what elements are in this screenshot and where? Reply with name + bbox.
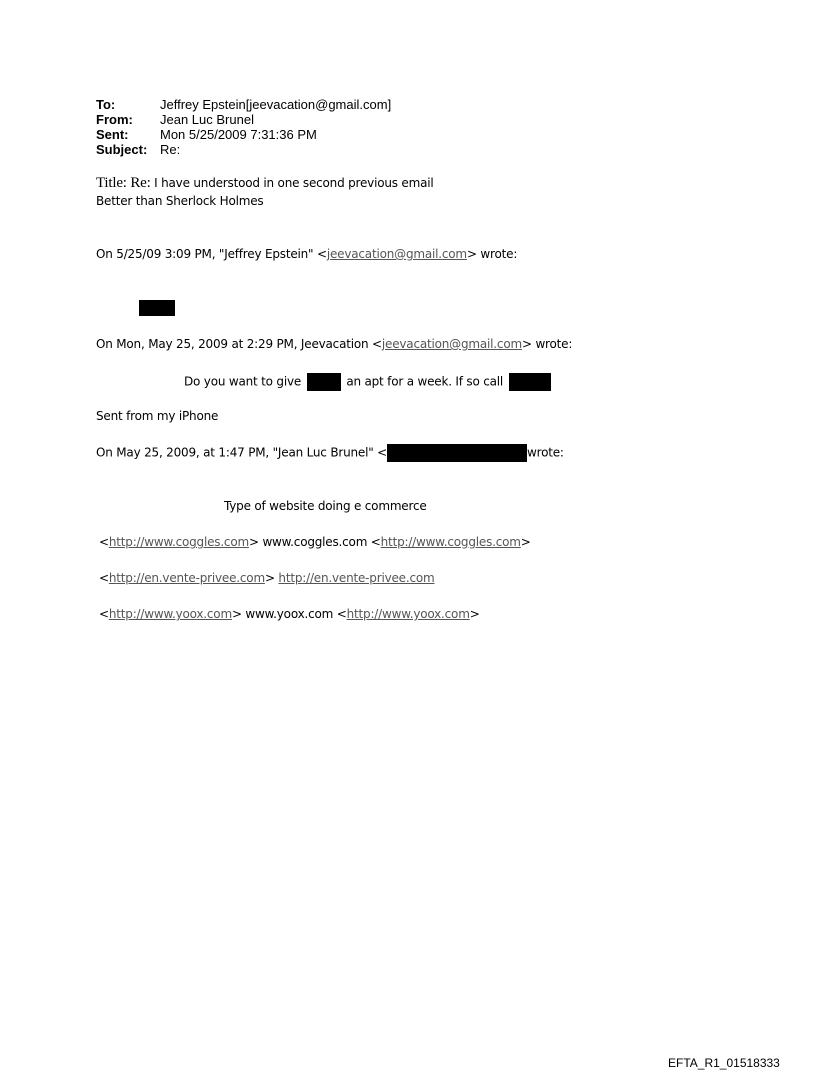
sent-value: Mon 5/25/2009 7:31:36 PM	[160, 127, 317, 142]
yoox-link-1[interactable]: http://www.yoox.com	[108, 607, 232, 621]
msg-part-1: Do you want to give	[184, 374, 302, 389]
email-link-1[interactable]: jeevacation@gmail.com	[326, 247, 467, 261]
subject-label: Subject:	[96, 142, 148, 157]
bracket: <	[99, 535, 109, 549]
vente-link-1[interactable]: http://en.vente-privee.com	[108, 571, 265, 585]
sent-label: Sent:	[96, 127, 129, 142]
bracket: >	[520, 535, 531, 549]
redaction-box	[139, 300, 175, 316]
subject-row	[96, 142, 496, 157]
quote1-pre: On 5/25/09 3:09 PM, "Jeffrey Epstein" <	[96, 247, 327, 261]
to-value: Jeffrey Epstein[jeevacation@gmail.com]	[160, 97, 392, 112]
body-line-2: Better than Sherlock Holmes	[96, 194, 264, 208]
email-header	[96, 97, 496, 159]
msg-part-2: an apt for a week. If so call	[346, 374, 504, 389]
vente-mid: >	[264, 571, 279, 585]
bracket: >	[469, 607, 480, 621]
to-label: To:	[96, 97, 116, 112]
quote-header-2	[96, 336, 572, 352]
coggles-link-1[interactable]: http://www.coggles.com	[108, 535, 249, 549]
message-line	[184, 373, 551, 391]
sent-from-line: Sent from my iPhone	[96, 409, 219, 423]
quote-header-3	[96, 444, 564, 462]
quote2-pre: On Mon, May 25, 2009 at 2:29 PM, Jeevacation <	[96, 337, 382, 351]
bracket: <	[99, 571, 109, 585]
coggles-link-2[interactable]: http://www.coggles.com	[380, 535, 521, 549]
bracket: <	[99, 607, 109, 621]
yoox-mid: > www.yoox.com <	[231, 607, 347, 621]
quote3-post: wrote:	[527, 445, 564, 460]
quote3-pre: On May 25, 2009, at 1:47 PM, "Jean Luc Brunel" <	[96, 445, 387, 460]
from-label: From:	[96, 112, 133, 127]
vente-line	[99, 570, 435, 586]
redaction-box	[387, 444, 527, 462]
yoox-line	[99, 606, 480, 622]
yoox-link-2[interactable]: http://www.yoox.com	[346, 607, 470, 621]
from-row	[96, 112, 496, 127]
from-value: Jean Luc Brunel	[160, 112, 254, 127]
document-id: EFTA_R1_01518333	[668, 1056, 780, 1070]
website-intro: Type of website doing e commerce	[224, 499, 427, 513]
coggles-line	[99, 534, 531, 550]
coggles-mid: > www.coggles.com <	[248, 535, 381, 549]
redaction-box	[307, 373, 341, 391]
quote1-post: > wrote:	[466, 247, 518, 261]
sent-row	[96, 127, 496, 142]
email-link-2[interactable]: jeevacation@gmail.com	[381, 337, 522, 351]
quote-header-1	[96, 246, 517, 262]
title-text: I have understood in one second previous email	[154, 176, 434, 190]
subject-value: Re:	[160, 142, 181, 157]
to-row	[96, 97, 496, 112]
vente-link-2[interactable]: http://en.vente-privee.com	[278, 571, 435, 585]
redaction-box	[509, 373, 551, 391]
title-line	[96, 175, 434, 191]
quote2-post: > wrote:	[521, 337, 573, 351]
title-prefix: Title: Re:	[96, 175, 151, 191]
